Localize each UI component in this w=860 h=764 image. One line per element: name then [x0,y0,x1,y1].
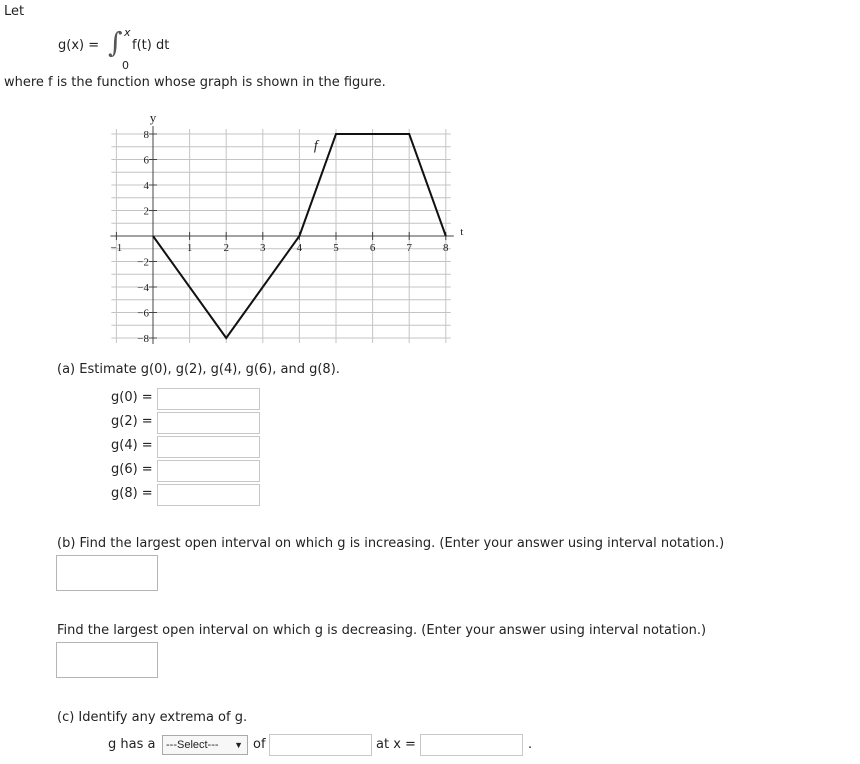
g8-label: g(8) = [111,486,153,501]
where-text: where f is the function whose graph is shown in the figure. [4,75,386,90]
y-tick-label: 2 [143,205,149,218]
x-tick-label: −1 [110,242,123,254]
y-tick-label: 6 [143,154,149,167]
g4-input[interactable] [157,436,260,458]
integral-lower-limit: 0 [122,59,129,72]
x-axis-label: t [460,226,464,238]
let-label: Let [4,4,25,19]
chevron-down-icon: ▼ [234,740,243,750]
select-value: ---Select--- [166,739,219,751]
g6-input[interactable] [157,460,260,482]
extremum-type-select[interactable] [162,735,248,755]
g4-label: g(4) = [111,438,153,453]
g6-label: g(6) = [111,462,153,477]
g2-input[interactable] [157,412,260,434]
x-tick-label: 1 [186,242,193,254]
g8-input[interactable] [157,484,260,506]
x-tick-label: 4 [296,242,303,254]
g-has-a-label: g has a [108,737,156,752]
decreasing-interval-input[interactable] [56,642,158,678]
y-tick-label: −4 [137,282,149,294]
of-label: of [253,737,266,752]
increasing-prompt: (b) Find the largest open interval on which g is increasing. (Enter your answer using interval notation.) [57,536,725,551]
x-tick-label: 7 [406,242,412,254]
y-tick-label: 4 [143,180,149,192]
curve-label-f: f [313,138,318,154]
part-c-prompt: (c) Identify any extrema of g. [57,710,248,725]
definition-lhs: g(x) = [58,38,100,53]
trailing-period: . [528,737,533,752]
integrand: f(t) dt [132,38,170,53]
y-tick-label: 8 [143,129,149,141]
y-tick-label: −8 [137,333,149,345]
x-tick-label: 3 [260,242,266,254]
g0-input[interactable] [157,388,260,410]
integral-sign: ∫ [108,26,123,59]
part-a-prompt: (a) Estimate g(0), g(2), g(4), g(6), and g(8). [57,362,340,377]
graph-axes [110,126,453,344]
extremum-value-input[interactable] [269,734,372,756]
g0-label: g(0) = [111,390,153,405]
x-tick-label: 6 [369,242,376,254]
at-x-label: at x = [376,737,416,752]
integral-upper-limit: x [124,26,131,39]
y-tick-label: −2 [137,256,149,269]
y-axis-label: y [149,110,157,125]
x-tick-label: 2 [223,242,229,254]
increasing-interval-input[interactable] [56,555,158,591]
x-tick-label: 8 [443,242,449,254]
decreasing-prompt: Find the largest open interval on which g is decreasing. (Enter your answer using interval notation.) [57,623,707,638]
graph-labels [111,110,464,345]
g2-label: g(2) = [111,414,153,429]
x-tick-label: 5 [333,242,339,254]
y-tick-label: −6 [137,307,149,320]
extremum-x-input[interactable] [420,734,523,756]
